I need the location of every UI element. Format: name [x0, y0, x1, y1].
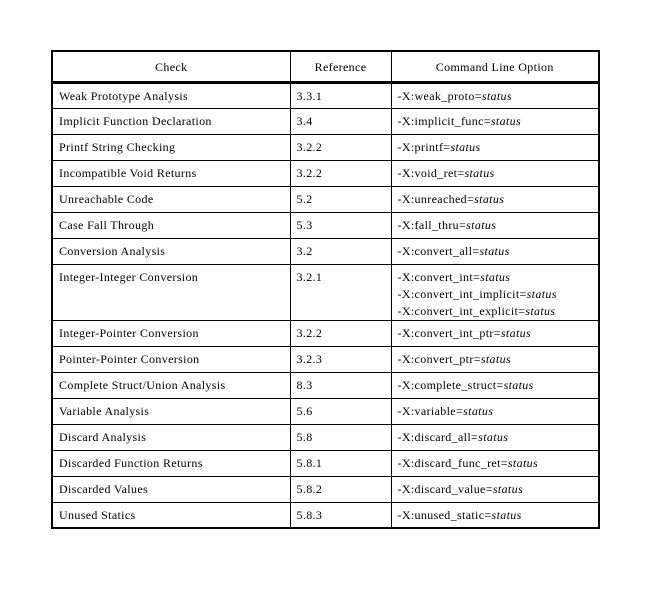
table-row [52, 186, 599, 212]
option-status-var: status [500, 325, 532, 340]
check-cell: Case Fall Through [52, 212, 290, 238]
reference-cell: 3.4 [290, 108, 391, 134]
check-cell: Variable Analysis [52, 398, 290, 424]
option-prefix: -X:fall_thru= [397, 217, 467, 232]
option-status-var: status [525, 303, 556, 318]
option-cell [391, 372, 599, 398]
option-prefix: -X:weak_proto= [397, 88, 482, 103]
reference-cell: 5.8 [290, 424, 391, 450]
check-cell: Conversion Analysis [52, 238, 290, 264]
option-cell [391, 212, 599, 238]
option-prefix: -X:convert_all= [397, 243, 480, 258]
check-cell: Incompatible Void Returns [52, 160, 290, 186]
option-line [398, 243, 593, 260]
option-line [398, 455, 593, 472]
option-line [398, 377, 593, 394]
option-status-var: status [464, 165, 495, 180]
reference-cell: 3.2.2 [290, 320, 391, 346]
table-header-row [52, 51, 599, 82]
option-prefix: -X:convert_int_explicit= [397, 303, 526, 318]
option-line [398, 351, 593, 368]
reference-cell: 5.8.2 [290, 476, 391, 502]
checks-table [51, 50, 600, 529]
option-line [398, 269, 593, 286]
option-cell [391, 320, 599, 346]
option-prefix: -X:printf= [397, 139, 451, 154]
option-cell [391, 398, 599, 424]
option-line [398, 165, 593, 182]
reference-cell: 3.2 [290, 238, 391, 264]
table-row [52, 476, 599, 502]
option-prefix: -X:convert_int_implicit= [397, 286, 527, 301]
option-status-var: status [478, 429, 509, 444]
option-prefix: -X:discard_value= [397, 481, 493, 496]
option-status-var: status [450, 139, 481, 154]
reference-cell: 5.8.1 [290, 450, 391, 476]
option-line [398, 507, 593, 524]
option-cell [391, 424, 599, 450]
table-row [52, 424, 599, 450]
check-cell: Discard Analysis [52, 424, 290, 450]
check-cell: Integer-Integer Conversion [52, 264, 290, 320]
check-cell: Implicit Function Declaration [52, 108, 290, 134]
option-prefix: -X:convert_int= [397, 269, 481, 284]
option-line [398, 403, 593, 420]
table-row [52, 346, 599, 372]
check-cell: Discarded Values [52, 476, 290, 502]
table-body [52, 82, 599, 528]
option-cell [391, 346, 599, 372]
reference-cell: 5.2 [290, 186, 391, 212]
option-prefix: -X:implicit_func= [397, 113, 491, 128]
reference-cell: 3.2.3 [290, 346, 391, 372]
table-row [52, 82, 599, 108]
check-cell: Discarded Function Returns [52, 450, 290, 476]
option-status-var: status [480, 269, 511, 284]
header-check: Check [52, 51, 290, 82]
check-cell: Unused Statics [52, 502, 290, 528]
option-line [398, 191, 593, 208]
reference-cell: 8.3 [290, 372, 391, 398]
option-cell [391, 264, 599, 320]
option-cell [391, 476, 599, 502]
reference-cell: 5.3 [290, 212, 391, 238]
option-line [398, 88, 593, 105]
option-line [398, 303, 593, 320]
table-row [52, 450, 599, 476]
option-prefix: -X:void_ret= [397, 165, 465, 180]
header-option: Command Line Option [391, 51, 599, 82]
option-line [398, 286, 593, 303]
table-row [52, 398, 599, 424]
option-status-var: status [491, 507, 522, 522]
option-line [398, 139, 593, 156]
option-status-var: status [481, 88, 512, 103]
option-prefix: -X:variable= [397, 403, 464, 418]
check-cell: Pointer-Pointer Conversion [52, 346, 290, 372]
option-line [398, 481, 593, 498]
option-status-var: status [463, 403, 494, 418]
option-prefix: -X:convert_int_ptr= [397, 325, 501, 340]
option-status-var: status [474, 191, 505, 206]
table-row [52, 160, 599, 186]
option-line [398, 429, 593, 446]
header-reference: Reference [290, 51, 391, 82]
reference-cell: 3.3.1 [290, 82, 391, 108]
option-cell [391, 186, 599, 212]
option-prefix: -X:discard_all= [397, 429, 479, 444]
reference-cell: 5.6 [290, 398, 391, 424]
reference-cell: 3.2.2 [290, 134, 391, 160]
table-row [52, 238, 599, 264]
option-line [398, 325, 593, 342]
option-cell [391, 82, 599, 108]
option-cell [391, 238, 599, 264]
check-cell: Complete Struct/Union Analysis [52, 372, 290, 398]
table-row [52, 264, 599, 320]
table-row [52, 372, 599, 398]
option-cell [391, 108, 599, 134]
option-cell [391, 160, 599, 186]
table-row [52, 108, 599, 134]
option-line [398, 217, 593, 234]
option-cell [391, 134, 599, 160]
table-row [52, 502, 599, 528]
reference-cell: 3.2.1 [290, 264, 391, 320]
check-cell: Weak Prototype Analysis [52, 82, 290, 108]
check-cell: Printf String Checking [52, 134, 290, 160]
option-status-var: status [507, 455, 539, 470]
option-prefix: -X:unused_static= [397, 507, 492, 522]
option-prefix: -X:unreached= [397, 191, 475, 206]
option-status-var: status [490, 113, 521, 128]
option-cell [391, 450, 599, 476]
option-status-var: status [479, 243, 510, 258]
option-status-var: status [526, 286, 557, 301]
option-line [398, 113, 593, 130]
reference-cell: 3.2.2 [290, 160, 391, 186]
option-status-var: status [480, 351, 511, 366]
option-status-var: status [503, 377, 534, 392]
reference-cell: 5.8.3 [290, 502, 391, 528]
option-prefix: -X:complete_struct= [397, 377, 504, 392]
table-row [52, 320, 599, 346]
table-row [52, 134, 599, 160]
option-status-var: status [466, 217, 497, 232]
check-cell: Unreachable Code [52, 186, 290, 212]
option-status-var: status [492, 481, 523, 496]
table-row [52, 212, 599, 238]
option-cell [391, 502, 599, 528]
option-prefix: -X:discard_func_ret= [397, 455, 508, 470]
check-cell: Integer-Pointer Conversion [52, 320, 290, 346]
option-prefix: -X:convert_ptr= [397, 351, 481, 366]
